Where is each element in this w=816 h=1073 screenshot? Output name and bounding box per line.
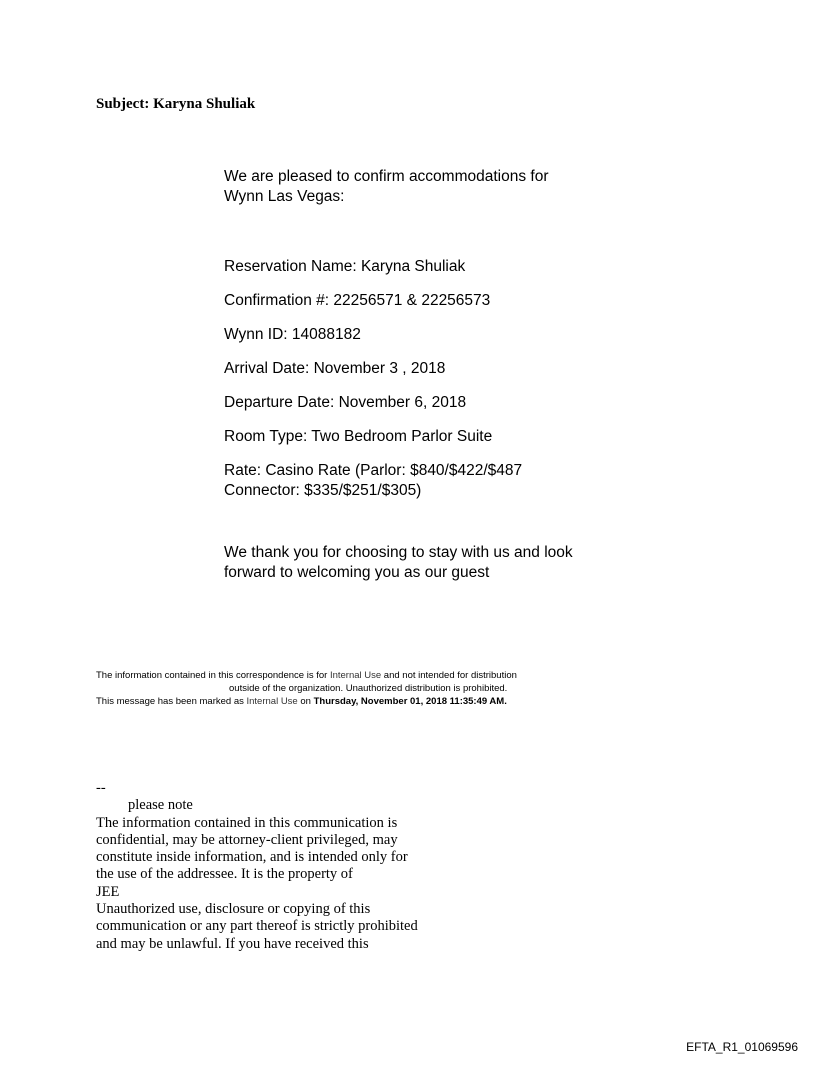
document-id: EFTA_R1_01069596	[686, 1040, 798, 1054]
closing-line-2: forward to welcoming you as our guest	[224, 564, 490, 581]
disclaimer-line: communication or any part thereof is strictly prohibited	[96, 918, 418, 935]
wynn-id: Wynn ID: 14088182	[224, 326, 361, 343]
internal-use-tag: Internal Use	[246, 696, 298, 707]
reservation-name: Reservation Name: Karyna Shuliak	[224, 258, 466, 275]
disclaimer-line: The information contained in this communication is	[96, 814, 398, 831]
rate-line-1: Rate: Casino Rate (Parlor: $840/$422/$487	[224, 462, 523, 479]
closing-paragraph	[224, 543, 644, 583]
confirmation-body	[224, 167, 644, 583]
rate	[224, 461, 644, 501]
notice-line-3	[96, 695, 576, 708]
notice-line-1	[96, 669, 576, 682]
signature-dashes: --	[96, 780, 106, 796]
disclaimer-line: JEE	[96, 883, 120, 900]
arrival-date: Arrival Date: November 3 , 2018	[224, 360, 446, 377]
marked-date: Thursday, November 01, 2018 11:35:49 AM.	[313, 696, 507, 707]
disclaimer-line: confidential, may be attorney-client privileged, may	[96, 831, 398, 848]
rate-line-2: Connector: $335/$251/$305)	[224, 482, 422, 499]
notice-line-3-a: This message has been marked as	[96, 696, 247, 707]
notice-line-1-b: and not intended for distribution	[381, 670, 517, 681]
intro-line-2: Wynn Las Vegas:	[224, 188, 345, 205]
room-type: Room Type: Two Bedroom Parlor Suite	[224, 428, 493, 445]
notice-line-2: outside of the organization. Unauthorized distribution is prohibited.	[229, 683, 508, 694]
disclaimer-line: and may be unlawful. If you have received this	[96, 935, 369, 952]
departure-date: Departure Date: November 6, 2018	[224, 394, 467, 411]
notice-line-1-a: The information contained in this correspondence is for	[96, 670, 330, 681]
confirmation-number: Confirmation #: 22256571 & 22256573	[224, 292, 491, 309]
reservation-details	[224, 257, 644, 501]
internal-use-notice	[96, 669, 576, 708]
internal-use-tag: Internal Use	[329, 670, 382, 681]
notice-line-3-b: on	[297, 696, 314, 707]
closing-line-1: We thank you for choosing to stay with us and look	[224, 544, 573, 561]
please-note: please note	[128, 797, 193, 814]
email-subject: Subject: Karyna Shuliak	[96, 96, 256, 112]
disclaimer-line: Unauthorized use, disclosure or copying of this	[96, 901, 371, 918]
intro-line-1: We are pleased to confirm accommodations for	[224, 168, 549, 185]
intro-paragraph	[224, 167, 644, 207]
disclaimer-line: constitute inside information, and is intended only for	[96, 849, 408, 866]
disclaimer-line: the use of the addressee. It is the property of	[96, 866, 353, 883]
legal-disclaimer	[96, 780, 456, 953]
